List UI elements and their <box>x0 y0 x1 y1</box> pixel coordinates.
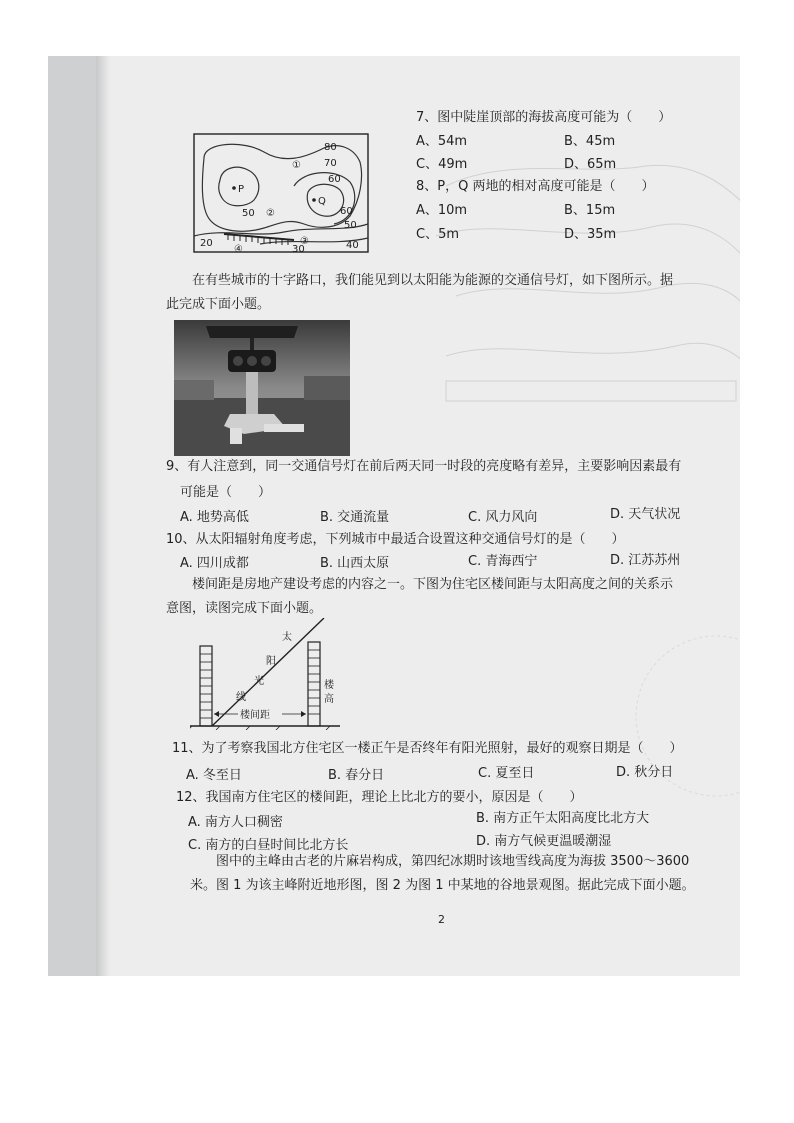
point-p-label: P <box>238 184 245 195</box>
contour-label: 50 <box>242 208 255 219</box>
q11-option-b[interactable]: B. 春分日 <box>328 768 385 783</box>
contour-label: 60 <box>328 174 341 185</box>
sun-label-4: 线 <box>236 692 246 703</box>
contour-label: 40 <box>346 240 359 251</box>
q8-option-b[interactable]: B、15m <box>564 203 616 218</box>
contour-label: 70 <box>324 158 337 169</box>
q11-option-d[interactable]: D. 秋分日 <box>616 765 674 780</box>
contour-label: 60 <box>340 206 353 217</box>
solar-traffic-light-photo <box>174 320 350 456</box>
question-9-line1: 9、有人注意到，同一交通信号灯在前后两天同一时段的亮度略有差异，主要影响因素最有 <box>166 459 682 474</box>
q12-option-b[interactable]: B. 南方正午太阳高度比北方大 <box>476 811 650 826</box>
q10-option-d[interactable]: D. 江苏苏州 <box>610 553 681 568</box>
intro-signal-line2: 此完成下面小题。 <box>166 297 271 312</box>
q10-option-a[interactable]: A. 四川成都 <box>180 556 249 571</box>
distance-label: 楼间距 <box>240 710 270 721</box>
contour-map <box>164 128 384 258</box>
q7-option-b[interactable]: B、45m <box>564 134 616 149</box>
q7-option-d[interactable]: D、65m <box>564 157 617 172</box>
contour-label: 20 <box>200 238 213 249</box>
sun-label-2: 阳 <box>266 656 276 667</box>
height-label-1: 楼 <box>324 680 334 691</box>
marker-3: ③ <box>300 236 309 247</box>
intro-peak-line2: 米。图 1 为该主峰附近地形图，图 2 为图 1 中某地的谷地景观图。据此完成下面小题。 <box>190 878 695 893</box>
question-10: 10、从太阳辐射角度考虑，下列城市中最适合设置这种交通信号灯的是（ ） <box>166 532 625 547</box>
q7-option-a[interactable]: A、54m <box>416 134 468 149</box>
intro-peak-line1: 图中的主峰由古老的片麻岩构成，第四纪冰期时该地雪线高度为海拔 3500～3600 <box>216 854 690 869</box>
building-spacing-diagram <box>190 618 362 730</box>
q12-option-a[interactable]: A. 南方人口稠密 <box>188 815 283 830</box>
q9-option-a[interactable]: A. 地势高低 <box>180 510 249 525</box>
question-11: 11、为了考察我国北方住宅区一楼正午是否终年有阳光照射，最好的观察日期是（ ） <box>172 741 683 756</box>
contour-label: 80 <box>324 142 337 153</box>
exam-paper <box>96 56 740 976</box>
q8-option-d[interactable]: D、35m <box>564 227 617 242</box>
contour-label: 30 <box>292 244 305 255</box>
question-12: 12、我国南方住宅区的楼间距，理论上比北方的要小，原因是（ ） <box>176 790 583 805</box>
q11-option-a[interactable]: A. 冬至日 <box>186 768 242 783</box>
q10-option-b[interactable]: B. 山西太原 <box>320 556 390 571</box>
sun-label-3: 光 <box>254 676 264 687</box>
intro-signal-line1: 在有些城市的十字路口，我们能见到以太阳能为能源的交通信号灯，如下图所示。据 <box>192 273 674 288</box>
sun-label-1: 太 <box>282 632 292 643</box>
question-8: 8、P，Q 两地的相对高度可能是（ ） <box>416 179 655 194</box>
q10-option-c[interactable]: C. 青海西宁 <box>468 554 538 569</box>
q9-option-b[interactable]: B. 交通流量 <box>320 510 390 525</box>
bleed-through-circle <box>616 616 740 816</box>
page-number: 2 <box>438 913 445 926</box>
q8-option-c[interactable]: C、5m <box>416 227 460 242</box>
page-curl-shadow <box>96 56 110 976</box>
intro-building-line2: 意图，读图完成下面小题。 <box>166 601 323 616</box>
q12-option-c[interactable]: C. 南方的白昼时间比北方长 <box>188 838 349 853</box>
q7-option-c[interactable]: C、49m <box>416 157 468 172</box>
q9-option-d[interactable]: D. 天气状况 <box>610 507 681 522</box>
question-9-line2: 可能是（ ） <box>180 485 272 500</box>
q12-option-d[interactable]: D. 南方气候更温暖潮湿 <box>476 834 612 849</box>
point-q-label: Q <box>318 196 326 207</box>
contour-label: 50 <box>344 220 357 231</box>
height-label-2: 高 <box>324 694 334 705</box>
scanned-photo <box>48 56 740 976</box>
q8-option-a[interactable]: A、10m <box>416 203 468 218</box>
question-7: 7、图中陡崖顶部的海拔高度可能为（ ） <box>416 110 672 125</box>
q11-option-c[interactable]: C. 夏至日 <box>478 766 535 781</box>
marker-2: ② <box>266 208 275 219</box>
intro-building-line1: 楼间距是房地产建设考虑的内容之一。下图为住宅区楼间距与太阳高度之间的关系示 <box>192 577 674 592</box>
q9-option-c[interactable]: C. 风力风向 <box>468 510 538 525</box>
marker-1: ① <box>292 160 301 171</box>
marker-4: ④ <box>234 244 243 255</box>
